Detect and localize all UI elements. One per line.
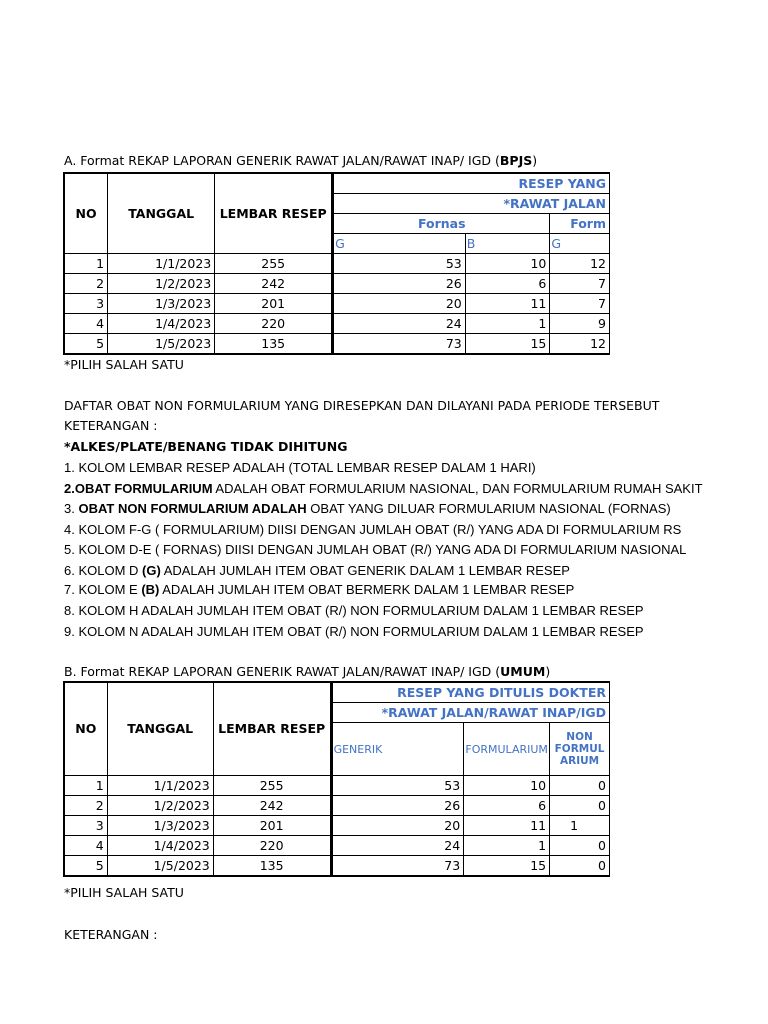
cell-no: 3 — [64, 294, 108, 314]
table-b — [63, 681, 610, 877]
cell-lembar: 255 — [215, 254, 333, 274]
cell-d: 26 — [333, 274, 466, 294]
section-b-footnote: *PILIH SALAH SATU — [64, 885, 184, 900]
header-form: Form — [550, 214, 610, 234]
cell-d: 53 — [333, 254, 466, 274]
header-g2: G — [550, 234, 610, 254]
header-resep: RESEP YANG DITULIS DOKTER — [331, 682, 609, 703]
table-row — [64, 334, 610, 355]
note-2-text: ADALAH OBAT FORMULARIUM NASIONAL, DAN FORMULARIUM RUMAH SAKIT — [212, 481, 703, 496]
table-row — [64, 796, 610, 816]
cell-no: 4 — [64, 314, 108, 334]
note-7-text: ADALAH JUMLAH ITEM OBAT BERMERK DALAM 1 LEMBAR RESEP — [159, 582, 575, 597]
cell-non-formularium: 0 — [550, 796, 610, 816]
section-b-title — [64, 664, 550, 680]
cell-formularium: 11 — [464, 816, 550, 836]
header-rawat: *RAWAT JALAN/RAWAT INAP/IGD — [331, 703, 609, 723]
cell-non-formularium: 0 — [550, 836, 610, 856]
header-lembar-resep: LEMBAR RESEP — [215, 173, 333, 254]
cell-no: 5 — [64, 856, 107, 877]
section-b-title-bold: UMUM — [500, 664, 546, 679]
keterangan-label: KETERANGAN : — [64, 418, 158, 433]
cell-generik: 24 — [331, 836, 464, 856]
cell-f: 12 — [550, 334, 610, 355]
cell-tanggal: 1/1/2023 — [107, 776, 213, 796]
table-row — [64, 816, 610, 836]
table-row — [64, 856, 610, 877]
section-b-title-text: B. Format REKAP LAPORAN GENERIK RAWAT JALAN/RAWAT INAP/ IGD ( — [64, 664, 501, 679]
cell-no: 3 — [64, 816, 107, 836]
note-4: 4. KOLOM F-G ( FORMULARIUM) DIISI DENGAN JUMLAH OBAT (R/) YANG ADA DI FORMULARIUM RS — [64, 522, 682, 537]
section-a-title-text: A. Format REKAP LAPORAN GENERIK RAWAT JALAN/RAWAT INAP/ IGD ( — [64, 153, 500, 168]
cell-tanggal: 1/4/2023 — [108, 314, 215, 334]
section-a-title — [64, 153, 537, 169]
cell-lembar: 220 — [213, 836, 331, 856]
note-7-bold: (B) — [141, 582, 160, 597]
cell-e: 1 — [465, 314, 550, 334]
note-8: 8. KOLOM H ADALAH JUMLAH ITEM OBAT (R/) NON FORMULARIUM DALAM 1 LEMBAR RESEP — [64, 603, 644, 618]
cell-e: 15 — [465, 334, 550, 355]
note-3-bold: OBAT NON FORMULARIUM ADALAH — [78, 501, 307, 516]
daftar-obat-text: DAFTAR OBAT NON FORMULARIUM YANG DIRESEPKAN DAN DILAYANI PADA PERIODE TERSEBUT — [64, 398, 660, 413]
note-3-prefix: 3. — [64, 501, 79, 516]
cell-no: 4 — [64, 836, 107, 856]
cell-no: 1 — [64, 254, 108, 274]
cell-no: 2 — [64, 796, 107, 816]
cell-lembar: 135 — [213, 856, 331, 877]
table-row — [64, 776, 610, 796]
cell-tanggal: 1/2/2023 — [107, 796, 213, 816]
note-5: 5. KOLOM D-E ( FORNAS) DIISI DENGAN JUMLAH OBAT (R/) YANG ADA DI FORMULARIUM NASIONAL — [64, 542, 687, 557]
section-b-keterangan: KETERANGAN : — [64, 927, 158, 942]
cell-generik: 53 — [331, 776, 464, 796]
table-row — [64, 294, 610, 314]
cell-generik: 26 — [331, 796, 464, 816]
cell-generik: 73 — [331, 856, 464, 877]
cell-lembar: 201 — [213, 816, 331, 836]
table-a — [63, 172, 610, 355]
cell-lembar: 135 — [215, 334, 333, 355]
section-a-footnote: *PILIH SALAH SATU — [64, 357, 184, 372]
cell-no: 2 — [64, 274, 108, 294]
cell-tanggal: 1/3/2023 — [107, 816, 213, 836]
note-3 — [64, 501, 671, 517]
note-9: 9. KOLOM N ADALAH JUMLAH ITEM OBAT (R/) NON FORMULARIUM DALAM 1 LEMBAR RESEP — [64, 624, 644, 639]
cell-lembar: 220 — [215, 314, 333, 334]
note-2 — [64, 481, 703, 497]
table-row — [64, 254, 610, 274]
cell-formularium: 1 — [464, 836, 550, 856]
table-row — [64, 836, 610, 856]
cell-non-formularium: 0 — [550, 856, 610, 877]
header-no: NO — [64, 682, 107, 776]
cell-lembar: 242 — [215, 274, 333, 294]
table-row — [64, 274, 610, 294]
cell-lembar: 255 — [213, 776, 331, 796]
cell-lembar: 201 — [215, 294, 333, 314]
note-7 — [64, 582, 574, 598]
section-a-title-suffix: ) — [532, 153, 538, 168]
header-g1: G — [333, 234, 466, 254]
cell-no: 5 — [64, 334, 108, 355]
cell-formularium: 10 — [464, 776, 550, 796]
cell-formularium: 15 — [464, 856, 550, 877]
alkes-note: *ALKES/PLATE/BENANG TIDAK DIHITUNG — [64, 439, 348, 454]
note-2-bold: 2.OBAT FORMULARIUM — [64, 481, 213, 496]
cell-tanggal: 1/1/2023 — [108, 254, 215, 274]
cell-non-formularium: 0 — [550, 776, 610, 796]
note-6-text: ADALAH JUMLAH ITEM OBAT GENERIK DALAM 1 LEMBAR RESEP — [160, 563, 570, 578]
header-tanggal: TANGGAL — [108, 173, 215, 254]
cell-no: 1 — [64, 776, 107, 796]
cell-e: 6 — [465, 274, 550, 294]
cell-e: 11 — [465, 294, 550, 314]
cell-tanggal: 1/3/2023 — [108, 294, 215, 314]
header-non-formularium: NON FORMUL ARIUM — [550, 723, 610, 776]
cell-f: 12 — [550, 254, 610, 274]
note-6-prefix: 6. KOLOM D — [64, 563, 143, 578]
note-6-bold: (G) — [142, 563, 161, 578]
cell-d: 24 — [333, 314, 466, 334]
header-b1: B — [465, 234, 550, 254]
cell-generik: 20 — [331, 816, 464, 836]
cell-f: 7 — [550, 294, 610, 314]
cell-lembar: 242 — [213, 796, 331, 816]
note-7-prefix: 7. KOLOM E — [64, 582, 142, 597]
cell-d: 73 — [333, 334, 466, 355]
cell-f: 9 — [550, 314, 610, 334]
section-a-title-bold: BPJS — [499, 153, 533, 168]
header-tanggal: TANGGAL — [107, 682, 213, 776]
cell-tanggal: 1/5/2023 — [107, 856, 213, 877]
header-rawat: *RAWAT JALAN — [333, 194, 610, 214]
section-b-title-suffix: ) — [545, 664, 551, 679]
header-lembar-resep: LEMBAR RESEP — [213, 682, 331, 776]
cell-tanggal: 1/4/2023 — [107, 836, 213, 856]
note-3-text: OBAT YANG DILUAR FORMULARIUM NASIONAL (FORNAS) — [306, 501, 671, 516]
header-generik: GENERIK — [331, 723, 464, 776]
header-resep: RESEP YANG — [333, 173, 610, 194]
note-1: 1. KOLOM LEMBAR RESEP ADALAH (TOTAL LEMBAR RESEP DALAM 1 HARI) — [64, 460, 536, 475]
table-row — [64, 314, 610, 334]
cell-tanggal: 1/2/2023 — [108, 274, 215, 294]
header-fornas: Fornas — [333, 214, 550, 234]
cell-e: 10 — [465, 254, 550, 274]
cell-formularium: 6 — [464, 796, 550, 816]
cell-f: 7 — [550, 274, 610, 294]
cell-tanggal: 1/5/2023 — [108, 334, 215, 355]
header-no: NO — [64, 173, 108, 254]
cell-d: 20 — [333, 294, 466, 314]
header-formularium: FORMULARIUM — [464, 723, 550, 776]
cell-non-formularium: 1 — [550, 816, 610, 836]
note-6 — [64, 563, 570, 579]
